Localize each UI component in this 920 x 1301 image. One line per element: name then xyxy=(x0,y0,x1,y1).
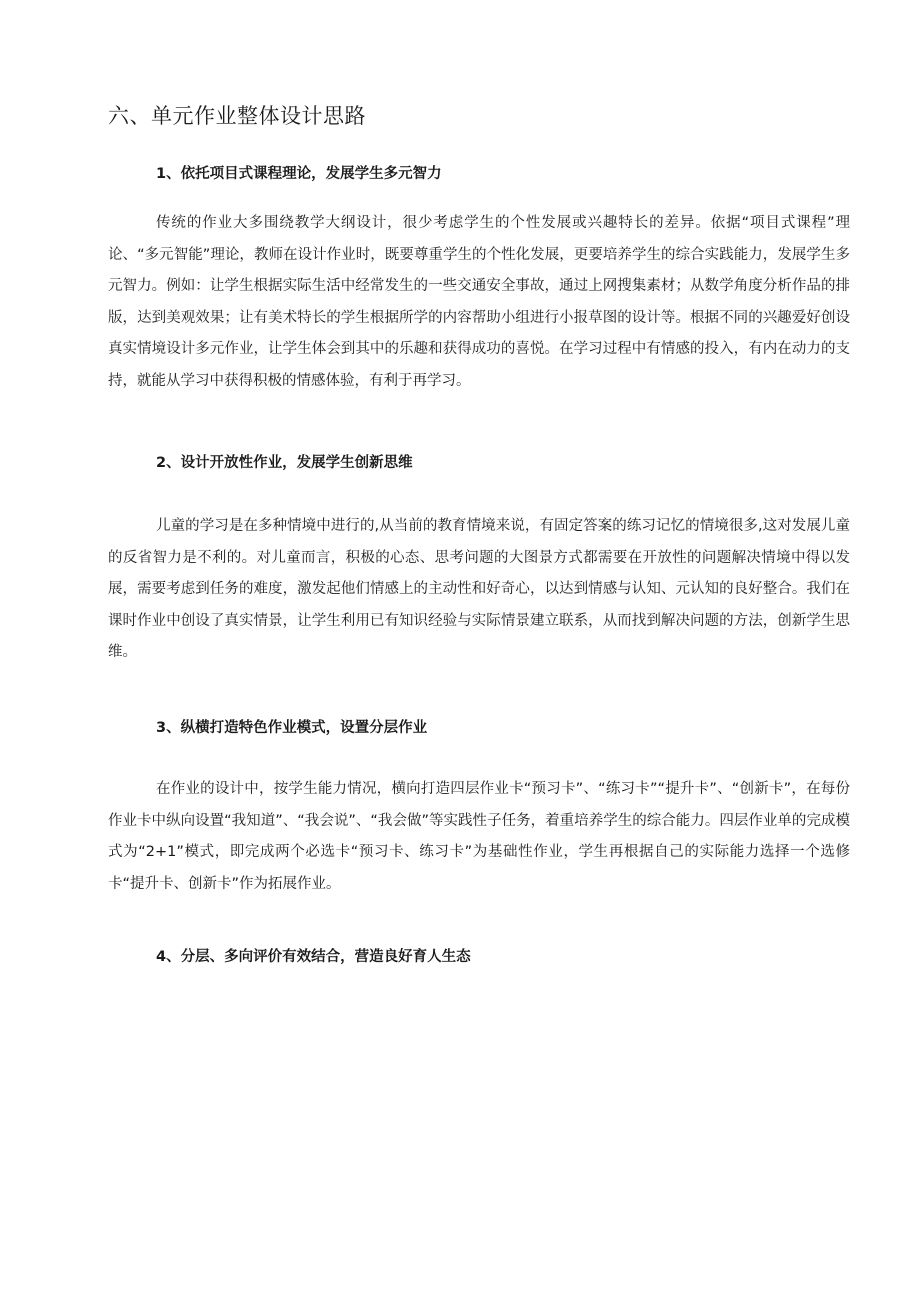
subsection-heading-3: 3、纵横打造特色作业模式，设置分层作业 xyxy=(156,720,428,736)
subsection-heading-4: 4、分层、多向评价有效结合，营造良好育人生态 xyxy=(156,949,471,965)
section-title: 六、单元作业整体设计思路 xyxy=(108,104,366,128)
subsection-heading-2: 2、设计开放性作业，发展学生创新思维 xyxy=(156,455,413,471)
subsection-body-1: 传统的作业大多围绕教学大纲设计，很少考虑学生的个性发展或兴趣特长的差异。依据“项目式课程”理论、“多元智能”理论，教师在设计作业时，既要尊重学生的个性化发展，更要培养学生的综合实践能力，发展学生多元智力。例如：让学生根据实际生活中经常发生的一些交通安全事故，通过上网搜集素材；从数学角度分析作品的排版，达到美观效果；让有美术特长的学生根据所学的内容帮助小组进行小报草图的设计等。根据不同的兴趣爱好创设真实情境设计多元作业，让学生体会到其中的乐趣和获得成功的喜悦。在学习过程中有情感的投入，有内在动力的支持，就能从学习中获得积极的情感体验，有利于再学习。 xyxy=(108,215,850,389)
subsection-body-2: 儿童的学习是在多种情境中进行的,从当前的教育情境来说，有固定答案的练习记忆的情境很多,这对发展儿童的反省智力是不利的。对儿童而言，积极的心态、思考问题的大图景方式都需要在开放性的问题解决情境中得以发展，需要考虑到任务的难度，激发起他们情感上的主动性和好奇心，以达到情感与认知、元认知的良好整合。我们在课时作业中创设了真实情景，让学生利用已有知识经验与实际情景建立联系，从而找到解决问题的方法，创新学生思维。 xyxy=(108,518,850,660)
subsection-body-3: 在作业的设计中，按学生能力情况，横向打造四层作业卡“预习卡”、“练习卡”“提升卡”、“创新卡”，在每份作业卡中纵向设置“我知道”、“我会说”、“我会做”等实践性子任务，着重培养学生的综合能力。四层作业单的完成模式为“2+1”模式，即完成两个必选卡“预习卡、练习卡”为基础性作业，学生再根据自己的实际能力选择一个选修卡“提升卡、创新卡”作为拓展作业。 xyxy=(108,781,850,892)
subsection-heading-1: 1、依托项目式课程理论，发展学生多元智力 xyxy=(156,166,442,182)
